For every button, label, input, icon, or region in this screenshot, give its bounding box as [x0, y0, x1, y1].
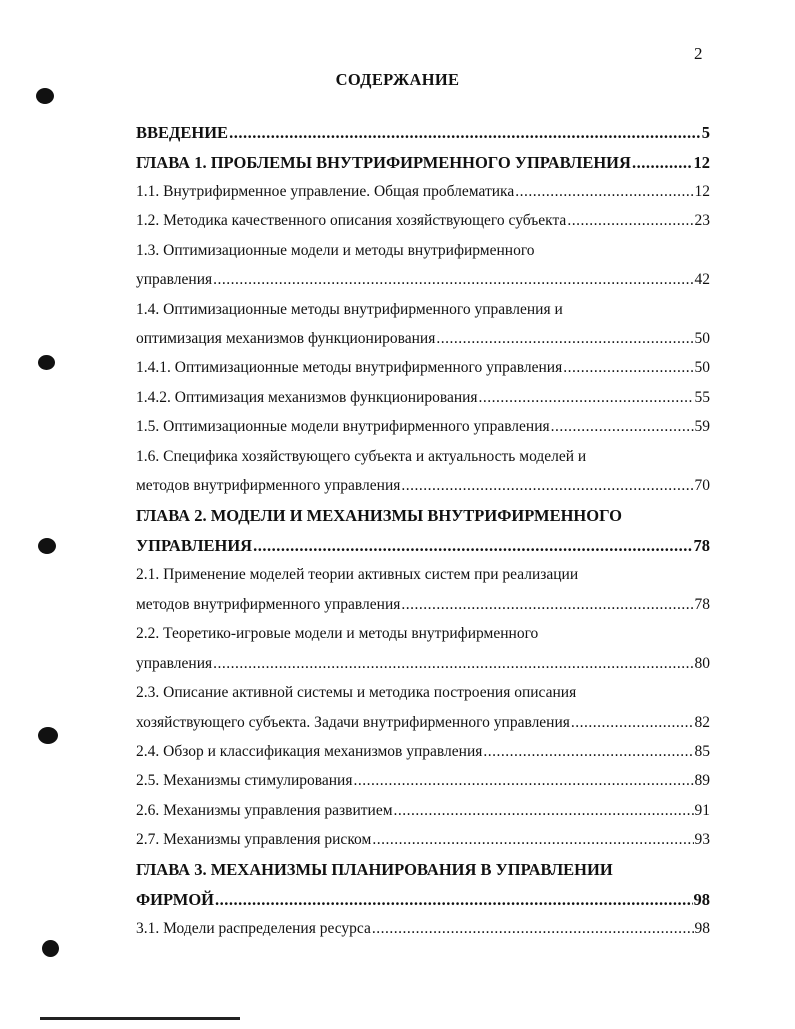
- toc-entry: [136, 535, 710, 557]
- dot-leader: [394, 800, 694, 822]
- dot-leader: [213, 269, 693, 291]
- toc-entry-text: управления: [136, 655, 213, 672]
- toc-entry-text: 1.2. Методика качественного описания хозяйствующего субъекта: [136, 212, 567, 229]
- toc-page-number: 93: [694, 831, 710, 848]
- toc-entry-text: методов внутрифирменного управления: [136, 477, 401, 494]
- toc-entry-text: 1.3. Оптимизационные модели и методы внутрифирменного: [136, 242, 535, 259]
- toc-entry: [136, 475, 710, 497]
- toc-entry-text: УПРАВЛЕНИЯ: [136, 536, 253, 555]
- toc-entry-text: ВВЕДЕНИЕ: [136, 123, 229, 142]
- toc-page-number: 42: [694, 271, 710, 288]
- dot-leader: [436, 328, 693, 350]
- scan-spot: [38, 538, 56, 554]
- dot-leader: [571, 712, 694, 734]
- dot-leader: [372, 829, 693, 851]
- toc-page-number: 98: [693, 890, 710, 909]
- toc-entry-text: 1.1. Внутрифирменное управление. Общая проблематика: [136, 183, 515, 200]
- toc-entry-text: методов внутрифирменного управления: [136, 596, 401, 613]
- toc-page-number: 89: [694, 772, 710, 789]
- toc-entry-text: 1.4.1. Оптимизационные методы внутрифирменного управления: [136, 359, 563, 376]
- toc-line: [136, 240, 710, 262]
- toc-entry: [136, 269, 710, 291]
- dot-leader: [213, 653, 693, 675]
- toc-entry-text: ФИРМОЙ: [136, 890, 215, 909]
- toc-page-number: 5: [701, 123, 710, 142]
- toc-entry-text: управления: [136, 271, 213, 288]
- toc-entry-text: 3.1. Модели распределения ресурса: [136, 920, 371, 937]
- toc-page-number: 98: [694, 920, 710, 937]
- toc-entry: [136, 181, 710, 203]
- dot-leader: [479, 387, 694, 409]
- scan-edge-mark: [40, 1017, 240, 1029]
- toc-entry: [136, 918, 710, 940]
- scan-spot: [42, 940, 59, 957]
- dot-leader: [353, 770, 693, 792]
- toc-line: [136, 505, 710, 527]
- toc-entry: [136, 122, 710, 144]
- toc-page-number: 12: [693, 153, 710, 172]
- scan-spot: [36, 88, 54, 104]
- toc-entry: [136, 653, 710, 675]
- toc-page-number: 91: [694, 802, 710, 819]
- toc-entry-text: оптимизация механизмов функционирования: [136, 330, 436, 347]
- toc-entry: [136, 770, 710, 792]
- toc-entry-text: ГЛАВА 3. МЕХАНИЗМЫ ПЛАНИРОВАНИЯ В УПРАВЛЕНИИ: [136, 860, 613, 879]
- toc-entry-text: 2.4. Обзор и классификация механизмов управления: [136, 743, 483, 760]
- toc-line: [136, 682, 710, 704]
- dot-leader: [253, 535, 692, 557]
- toc-entry-text: 2.3. Описание активной системы и методика построения описания: [136, 684, 577, 701]
- dot-leader: [372, 918, 694, 940]
- dot-leader: [229, 122, 701, 144]
- page-number: 2: [694, 44, 703, 63]
- dot-leader: [563, 357, 693, 379]
- dot-leader: [551, 416, 694, 438]
- toc-entry: [136, 210, 710, 232]
- toc-page-number: 78: [694, 596, 710, 613]
- toc-page-number: 70: [694, 477, 710, 494]
- toc-entry-text: ГЛАВА 2. МОДЕЛИ И МЕХАНИЗМЫ ВНУТРИФИРМЕННОГО: [136, 506, 622, 525]
- scan-spot: [38, 355, 55, 370]
- toc-entry-text: 2.2. Теоретико-игровые модели и методы внутрифирменного: [136, 625, 539, 642]
- toc-entry-text: 1.5. Оптимизационные модели внутрифирменного управления: [136, 418, 550, 435]
- toc-entry-text: 2.6. Механизмы управления развитием: [136, 802, 393, 819]
- toc-entry: [136, 889, 710, 911]
- dot-leader: [215, 889, 692, 911]
- toc-page-number: 78: [693, 536, 710, 555]
- toc-entry: [136, 741, 710, 763]
- scan-spot: [38, 727, 58, 744]
- toc-entry: [136, 416, 710, 438]
- toc-entry-text: 1.4. Оптимизационные методы внутрифирменного управления и: [136, 301, 563, 318]
- toc-entry-text: 2.5. Механизмы стимулирования: [136, 772, 353, 789]
- toc-entry-text: 2.1. Применение моделей теории активных систем при реализации: [136, 566, 579, 583]
- toc-entry-text: ГЛАВА 1. ПРОБЛЕМЫ ВНУТРИФИРМЕННОГО УПРАВЛЕНИЯ: [136, 153, 631, 172]
- dot-leader: [632, 152, 693, 174]
- toc-page-number: 55: [694, 389, 710, 406]
- toc-entry: [136, 357, 710, 379]
- dot-leader: [401, 594, 693, 616]
- toc-line: [136, 623, 710, 645]
- toc-page-number: 50: [694, 359, 710, 376]
- toc-page-number: 23: [694, 212, 710, 229]
- toc-entry: [136, 594, 710, 616]
- toc-page-number: 85: [694, 743, 710, 760]
- dot-leader: [483, 741, 693, 763]
- toc-page-number: 59: [694, 418, 710, 435]
- toc-entry: [136, 387, 710, 409]
- toc-entry-text: хозяйствующего субъекта. Задачи внутрифирменного управления: [136, 714, 570, 731]
- dot-leader: [567, 210, 693, 232]
- toc-page-number: 12: [694, 183, 710, 200]
- toc-entry: [136, 712, 710, 734]
- dot-leader: [401, 475, 693, 497]
- toc-page-number: 82: [694, 714, 710, 731]
- toc-entry: [136, 328, 710, 350]
- toc-page-number: 50: [694, 330, 710, 347]
- toc-entry: [136, 829, 710, 851]
- toc-entry-text: 2.7. Механизмы управления риском: [136, 831, 372, 848]
- toc-entry: [136, 152, 710, 174]
- toc-entry-text: 1.6. Специфика хозяйствующего субъекта и актуальность моделей и: [136, 448, 587, 465]
- toc-page-number: 80: [694, 655, 710, 672]
- toc-line: [136, 446, 710, 468]
- toc-entry: [136, 800, 710, 822]
- dot-leader: [515, 181, 693, 203]
- page-title: СОДЕРЖАНИЕ: [335, 70, 460, 89]
- toc-line: [136, 564, 710, 586]
- toc-entry-text: 1.4.2. Оптимизация механизмов функционирования: [136, 389, 478, 406]
- toc-line: [136, 299, 710, 321]
- toc-line: [136, 859, 710, 881]
